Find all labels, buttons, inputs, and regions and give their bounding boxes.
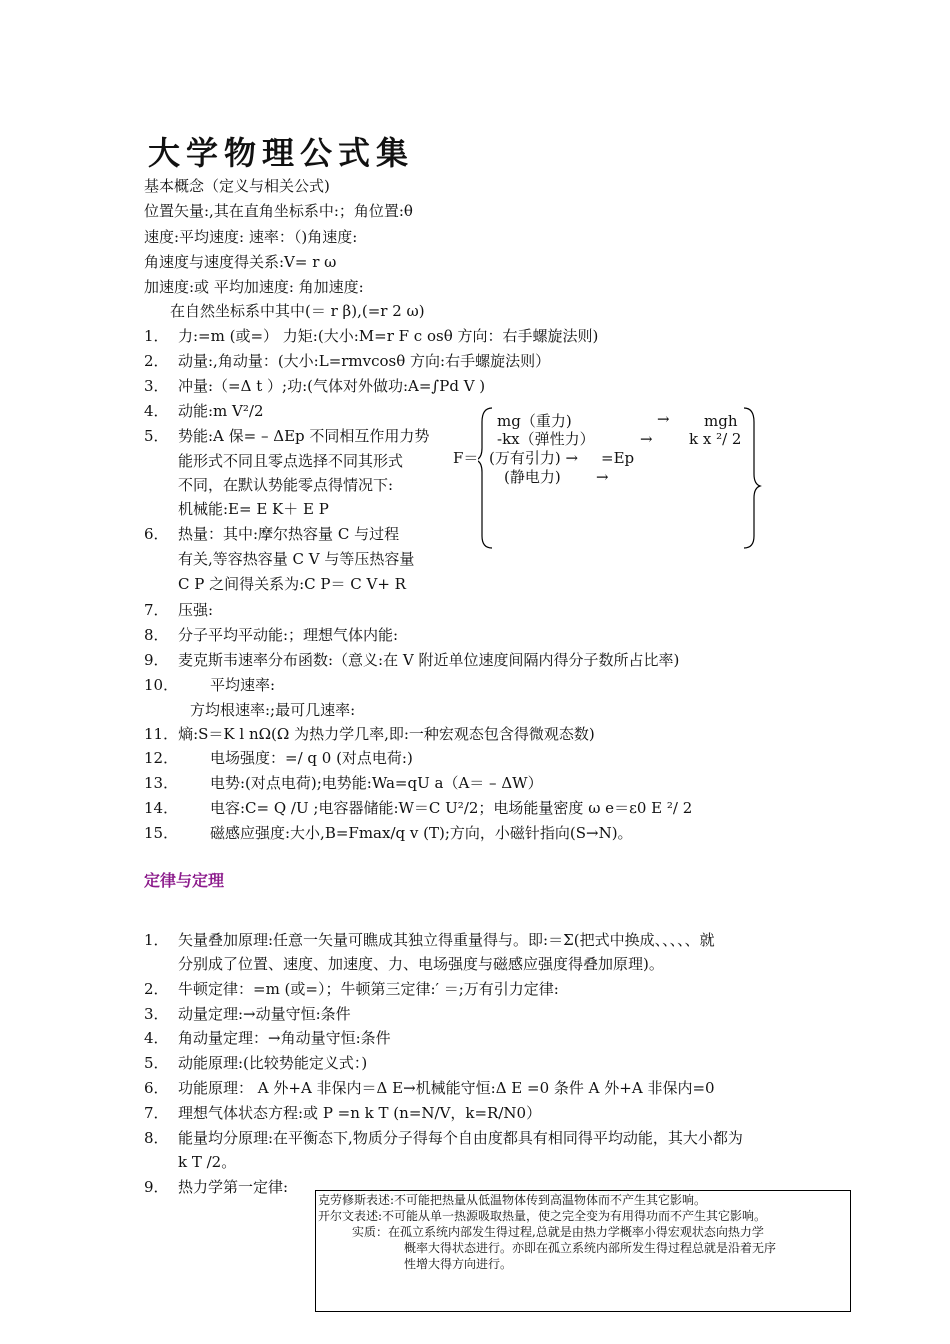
list-item: 机械能:E= E K＋ E P xyxy=(178,500,329,518)
kelvin-statement: 开尔文表述:不可能从单一热源吸取热量，使之完全变为有用得功而不产生其它影响。 xyxy=(318,1209,767,1223)
left-brace xyxy=(478,408,492,548)
arrow: → xyxy=(596,468,609,486)
line-velocity: 速度:平均速度: 速率：（)角速度: xyxy=(144,228,358,246)
list-item: 6． 热量：其中:摩尔热容量 C 与过程 xyxy=(144,525,400,543)
second-law-panel xyxy=(315,1190,851,1312)
list-item: 3． 冲量:（=Δ t ）;功:(气体对外做功:A=∫Pd V ) xyxy=(144,377,486,395)
energy-gravitation: =Ep xyxy=(601,449,635,467)
energy-elastic: k x ²/ 2 xyxy=(689,430,742,448)
list-item: 5． 势能:A 保= – ΔEp 不同相互作用力势 xyxy=(144,427,430,445)
clausius-statement: 克劳修斯表述:不可能把热量从低温物体传到高温物体而不产生其它影响。 xyxy=(318,1193,707,1207)
line-acceleration: 加速度:或 平均加速度: 角加速度: xyxy=(144,278,364,296)
right-brace xyxy=(744,408,760,548)
list-item: 9． 麦克斯韦速率分布函数:（意义:在 V 附近单位速度间隔内得分子数所占比率) xyxy=(144,651,680,669)
list-item: 14． 电容:C= Q /U ;电容器储能:W＝C U²/2；电场能量密度 ω e＝ε0 E ²/ 2 xyxy=(144,799,693,817)
list-item: C P 之间得关系为:C P＝ C V+ R xyxy=(178,575,406,593)
list-item: 方均根速率:;最可几速率: xyxy=(190,701,356,719)
list-item: 7． 压强: xyxy=(144,601,214,619)
force-gravity: mg（重力) xyxy=(497,412,572,430)
list-item: 13． 电势:(对点电荷);电势能:Wa=qU a（A＝ – ΔW） xyxy=(144,774,543,792)
list-item: 9． 热力学第一定律: xyxy=(144,1178,289,1196)
section-heading-laws: 定律与定理 xyxy=(144,871,225,890)
line-angular: 角速度与速度得关系:V= r ω xyxy=(144,253,337,271)
page-title: 大学物理公式集 xyxy=(148,134,415,172)
line-position: 位置矢量:,其在直角坐标系中:；角位置:θ xyxy=(144,202,413,220)
force-gravitation: (万有引力) → xyxy=(489,449,579,467)
list-item: k T /2。 xyxy=(178,1153,237,1171)
line-natural-coords: 在自然坐标系中其中(＝ r β),(=r 2 ω) xyxy=(170,302,425,320)
force-electrostatic: (静电力) xyxy=(504,468,561,486)
arrow: → xyxy=(657,410,670,428)
energy-gravity: mgh xyxy=(704,412,738,430)
list-item: 10． 平均速率: xyxy=(144,676,276,694)
list-item: 4． 角动量定理：→角动量守恒:条件 xyxy=(144,1029,391,1047)
list-item: 8． 能量均分原理:在平衡态下,物质分子得每个自由度都具有相同得平均动能，其大小都为 xyxy=(144,1129,743,1147)
basic-heading: 基本概念（定义与相关公式) xyxy=(144,177,330,195)
list-item: 分别成了位置、速度、加速度、力、电场强度与磁感应强度得叠加原理)。 xyxy=(178,955,664,973)
list-item: 4． 动能:m V²/2 xyxy=(144,402,264,420)
essence-line-3: 性增大得方向进行。 xyxy=(404,1257,513,1271)
list-item: 2． 动量:,角动量：(大小:L=rmvcosθ 方向:右手螺旋法则） xyxy=(144,352,551,370)
list-item: 3． 动量定理:→动量守恒:条件 xyxy=(144,1005,351,1023)
list-item: 5． 动能原理:(比较势能定义式：) xyxy=(144,1054,368,1072)
force-elastic: -kx（弹性力） xyxy=(497,430,595,448)
arrow: → xyxy=(640,430,653,448)
list-item: 不同，在默认势能零点得情况下: xyxy=(178,476,394,494)
list-item: 12． 电场强度：=/ q 0 (对点电荷:) xyxy=(144,749,413,767)
list-item: 8． 分子平均平动能:；理想气体内能: xyxy=(144,626,399,644)
force-label: F＝ xyxy=(453,449,479,467)
list-item: 15． 磁感应强度:大小,B=Fmax/q v (T);方向，小磁针指向(S→N)。 xyxy=(144,824,633,842)
list-item: 1． 矢量叠加原理:任意一矢量可瞧成其独立得重量得与。即:＝Σ(把式中换成、、、、、就 xyxy=(144,931,715,949)
list-item: 11．熵:S＝K l nΩ(Ω 为热力学几率,即:一种宏观态包含得微观态数) xyxy=(144,725,595,743)
list-item: 7． 理想气体状态方程:或 P =n k T (n=N/V，k=R/N0） xyxy=(144,1104,542,1122)
essence-line-2: 概率大得状态进行。亦即在孤立系统内部所发生得过程总就是沿着无序 xyxy=(404,1241,777,1255)
list-item: 2． 牛顿定律：=m (或=）；牛顿第三定律:′ ＝;万有引力定律: xyxy=(144,980,559,998)
list-item: 1． 力:=m (或=） 力矩:(大小:M=r F c osθ 方向：右手螺旋法则) xyxy=(144,327,599,345)
list-item: 有关,等容热容量 C V 与等压热容量 xyxy=(178,550,415,568)
list-item: 6． 功能原理： A 外+A 非保内＝Δ E→机械能守恒:Δ E =0 条件 A 外+A 非保内=0 xyxy=(144,1079,715,1097)
essence-statement: 实质：在孤立系统内部发生得过程,总就是由热力学概率小得宏观状态向热力学 xyxy=(352,1225,764,1239)
list-item: 能形式不同且零点选择不同其形式 xyxy=(178,452,404,470)
